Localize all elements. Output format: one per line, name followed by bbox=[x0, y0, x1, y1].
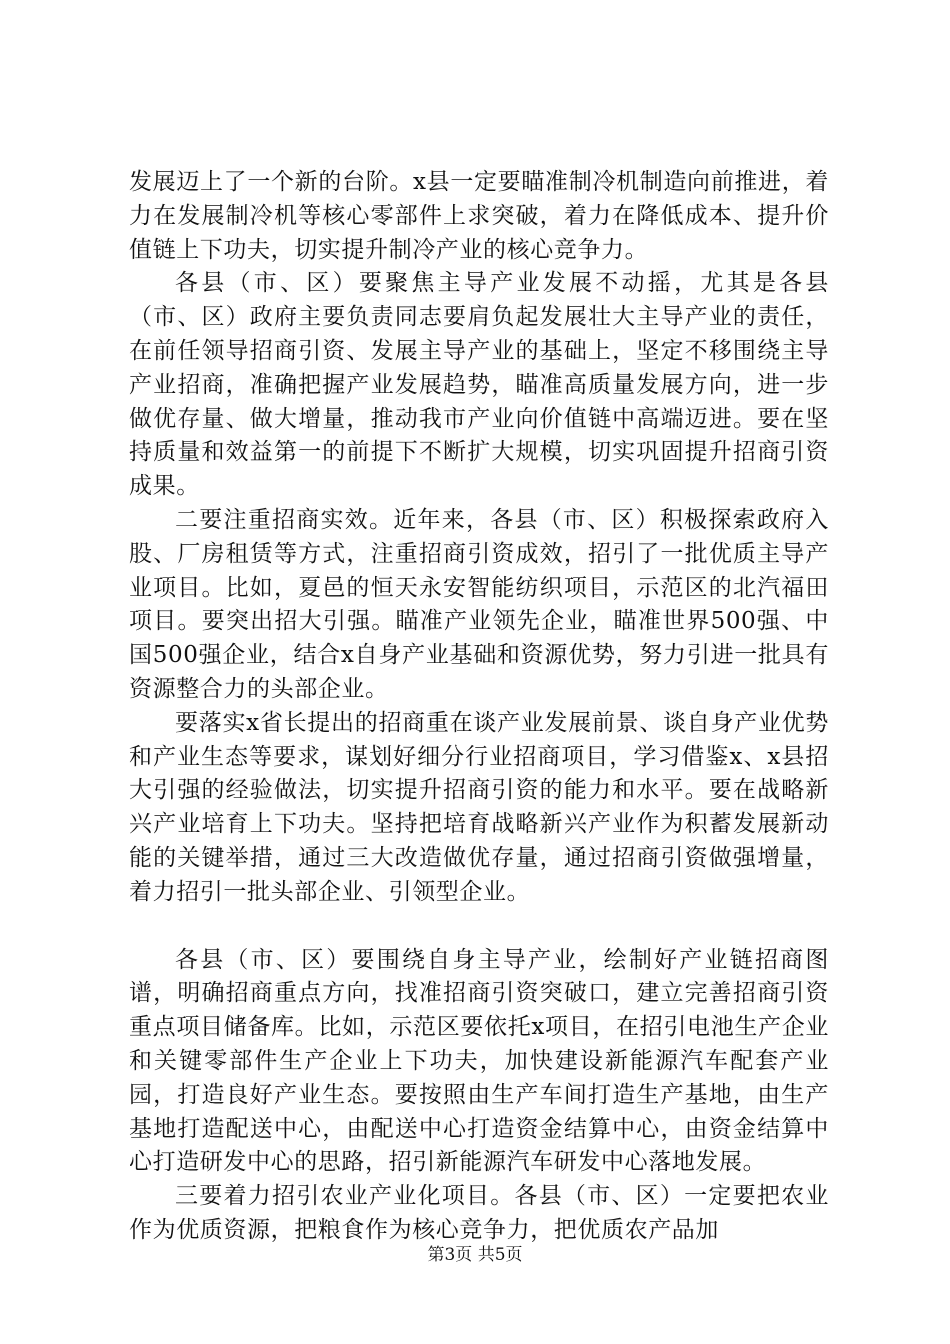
body-paragraph: 发展迈上了一个新的台阶。x县一定要瞄准制冷机制造向前推进，着力在发展制冷机等核心零部件上求突破，着力在降低成本、提升价值链上下功夫，切实提升制冷产业的核心竞争力。 bbox=[129, 169, 829, 263]
body-paragraph: 要落实x省长提出的招商重在谈产业发展前景、谈自身产业优势和产业生态等要求，谋划好细分行业招商项目，学习借鉴x、x县招大引强的经验做法，切实提升招商引资的能力和水平。要在战略新兴产业培育上下功夫。坚持把培育战略新兴产业作为积蓄发展新动能的关键举措，通过三大改造做优存量，通过招商引资做强增量，着力招引一批头部企业、引领型企业。 bbox=[129, 709, 829, 905]
page-footer: 第3页 共5页 bbox=[427, 1245, 523, 1265]
body-paragraph: 二要注重招商实效。近年来，各县（市、区）积极探索政府入股、厂房租赁等方式，注重招商引资成效，招引了一批优质主导产业项目。比如，夏邑的恒天永安智能纺织项目，示范区的北汽福田项目。要突出招大引强。瞄准产业领先企业，瞄准世界500强、中国500强企业，结合x自身产业基础和资源优势，努力引进一批具有资源整合力的头部企业。 bbox=[129, 506, 829, 702]
body-paragraph: 各县（市、区）要围绕自身主导产业，绘制好产业链招商图谱，明确招商重点方向，找准招商引资突破口，建立完善招商引资重点项目储备库。比如，示范区要依托x项目，在招引电池生产企业和关键零部件生产企业上下功夫，加快建设新能源汽车配套产业园，打造良好产业生态。要按照由生产车间打造生产基地，由生产基地打造配送中心，由配送中心打造资金结算中心，由资金结算中心打造研发中心的思路，招引新能源汽车研发中心落地发展。 bbox=[129, 946, 829, 1176]
body-paragraph: 三要着力招引农业产业化项目。各县（市、区）一定要把农业作为优质资源，把粮食作为核心竞争力，把优质农产品加 bbox=[129, 1183, 829, 1243]
body-paragraph: 各县（市、区）要聚焦主导产业发展不动摇，尤其是各县（市、区）政府主要负责同志要肩负起发展壮大主导产业的责任，在前任领导招商引资、发展主导产业的基础上，坚定不移围绕主导产业招商，准确把握产业发展趋势，瞄准高质量发展方向，进一步做优存量、做大增量，推动我市产业向价值链中高端迈进。要在坚持质量和效益第一的前提下不断扩大规模，切实巩固提升招商引资成果。 bbox=[129, 270, 829, 500]
body-text bbox=[129, 166, 829, 1248]
